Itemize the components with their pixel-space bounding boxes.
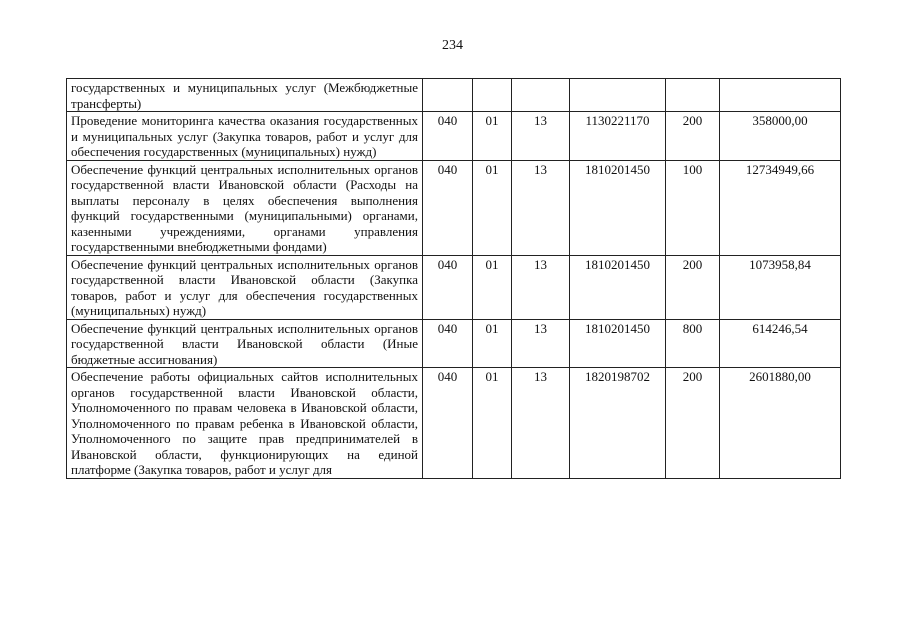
section-code: 01 — [473, 160, 512, 255]
target-article-code: 1130221170 — [570, 112, 666, 161]
table-row — [67, 319, 841, 368]
amount: 614246,54 — [720, 319, 841, 368]
row-description: государственных и муниципальных услуг (Межбюджетные трансферты) — [67, 79, 423, 112]
subsection-code: 13 — [512, 112, 570, 161]
amount: 1073958,84 — [720, 255, 841, 319]
section-code: 01 — [473, 255, 512, 319]
amount — [720, 79, 841, 112]
amount: 12734949,66 — [720, 160, 841, 255]
subsection-code — [512, 79, 570, 112]
row-description: Проведение мониторинга качества оказания государственных и муниципальных услуг (Закупка товаров, работ и услуг для обеспечения государственных (муниципальных) нужд) — [67, 112, 423, 161]
row-description: Обеспечение функций центральных исполнительных органов государственной власти Ивановской области (Иные бюджетные ассигнования) — [67, 319, 423, 368]
target-article-code: 1810201450 — [570, 255, 666, 319]
subsection-code: 13 — [512, 319, 570, 368]
table-row — [67, 255, 841, 319]
expense-type-code: 100 — [666, 160, 720, 255]
ministry-code: 040 — [423, 319, 473, 368]
target-article-code — [570, 79, 666, 112]
row-description: Обеспечение функций центральных исполнительных органов государственной власти Ивановской области (Расходы на выплаты персоналу в целях обеспечения выполнения функций государственными (муниципальными) органами, казенными учреждениями, органами управления государственными внебюджетными фондами) — [67, 160, 423, 255]
table-row — [67, 79, 841, 112]
row-description: Обеспечение работы официальных сайтов исполнительных органов государственной власти Ивановской области, Уполномоченного по правам человека в Ивановской области, Уполномоченного по правам ребенка в Ивановской области, Уполномоченного по защите прав предпринимателей в Ивановской области, функционирующих на единой платформе (Закупка товаров, работ и услуг для — [67, 368, 423, 479]
subsection-code: 13 — [512, 255, 570, 319]
table-row — [67, 368, 841, 479]
section-code: 01 — [473, 319, 512, 368]
amount: 358000,00 — [720, 112, 841, 161]
section-code — [473, 79, 512, 112]
target-article-code: 1810201450 — [570, 160, 666, 255]
expense-type-code: 200 — [666, 255, 720, 319]
table-row — [67, 160, 841, 255]
section-code: 01 — [473, 368, 512, 479]
page-number: 234 — [442, 38, 463, 53]
table-row — [67, 112, 841, 161]
amount: 2601880,00 — [720, 368, 841, 479]
expense-type-code: 200 — [666, 112, 720, 161]
ministry-code — [423, 79, 473, 112]
budget-table — [66, 78, 841, 479]
target-article-code: 1820198702 — [570, 368, 666, 479]
subsection-code: 13 — [512, 368, 570, 479]
expense-type-code: 200 — [666, 368, 720, 479]
ministry-code: 040 — [423, 112, 473, 161]
target-article-code: 1810201450 — [570, 319, 666, 368]
ministry-code: 040 — [423, 368, 473, 479]
expense-type-code — [666, 79, 720, 112]
subsection-code: 13 — [512, 160, 570, 255]
ministry-code: 040 — [423, 160, 473, 255]
expense-type-code: 800 — [666, 319, 720, 368]
ministry-code: 040 — [423, 255, 473, 319]
row-description: Обеспечение функций центральных исполнительных органов государственной власти Ивановской области (Закупка товаров, работ и услуг для обеспечения государственных (муниципальных) нужд) — [67, 255, 423, 319]
section-code: 01 — [473, 112, 512, 161]
